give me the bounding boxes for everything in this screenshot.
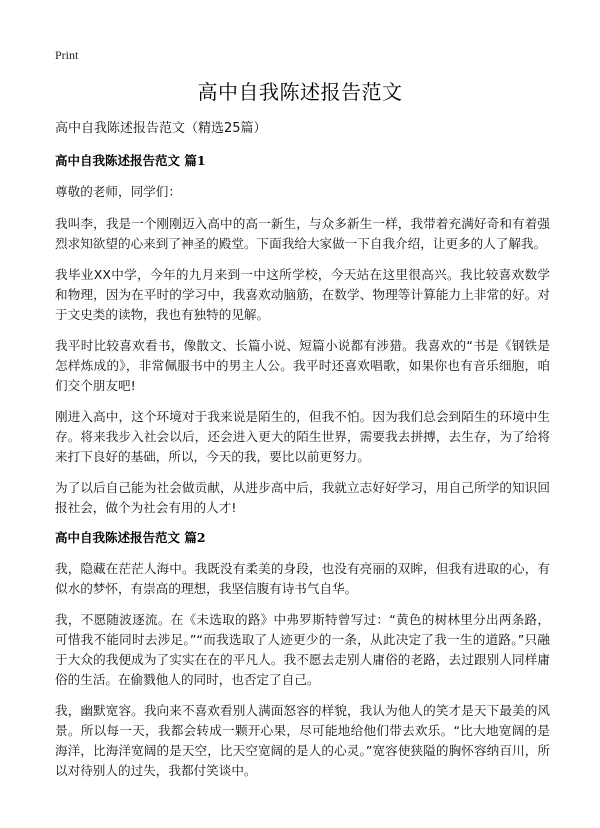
document-body — [55, 120, 550, 792]
paragraph: 我，不愿随波逐流。在《未选取的路》中弗罗斯特曾写过：“黄色的树林里分出两条路，可惜我不能同时去涉足。”“而我选取了人迹更少的一条，从此决定了我一生的道路。”只融于大众的我便成为了实实在在的平凡人。我不愿去走别人庸俗的老路，去过跟别人同样庸俗的生活。在偷戮他人的同时，也否定了自己。 — [55, 612, 550, 687]
page-title: 高中自我陈述报告范文 — [197, 80, 403, 104]
paragraph: 尊敬的老师，同学们： — [55, 184, 181, 199]
document-subtitle: 高中自我陈述报告范文（精选25篇） — [55, 121, 267, 136]
section-heading: 高中自我陈述报告范文 篇2 — [55, 530, 206, 545]
section-2 — [55, 529, 550, 781]
paragraph: 我叫李，我是一个刚刚迈入高中的高一新生，与众多新生一样，我带着充满好奇和有着强烈求知欲望的心来到了神圣的殿堂。下面我给大家做一下自我介绍，让更多的人了解我。 — [55, 216, 550, 251]
paragraph: 刚进入高中，这个环境对于我来说是陌生的，但我不怕。因为我们总会到陌生的环境中生存。将来我步入社会以后，还会进入更大的陌生世界，需要我去拼搏，去生存，为了给将来打下良好的基础，所以，今天的我，要比以前更努力。 — [55, 409, 550, 464]
section-1 — [55, 152, 550, 518]
paragraph: 我，隐藏在茫茫人海中。我既没有柔美的身段，也没有亮丽的双眸，但我有进取的心，有似水的梦怀，有崇高的理想，我坚信腹有诗书气自华。 — [55, 561, 550, 596]
print-link[interactable]: Print — [55, 48, 79, 62]
paragraph: 我，幽默宽容。我向来不喜欢看别人满面怒容的样貌，我认为他人的笑才是天下最美的风景。所以每一天，我都会转成一颗开心果，尽可能地给他们带去欢乐。“比大地宽阔的是海洋，比海洋宽阔的是天空，比天空宽阔的是人的心灵。”宽容使狭隘的胸怀容纳百川，所以对待别人的过失，我都付笑谈中。 — [55, 703, 550, 778]
paragraph: 我平时比较喜欢看书，像散文、长篇小说、短篇小说都有涉猎。我喜欢的“书是《钢铁是怎样炼成的》，非常佩服书中的男主人公。我平时还喜欢唱歌，如果你也有音乐细胞，咱们交个朋友吧! — [55, 338, 550, 393]
section-heading: 高中自我陈述报告范文 篇1 — [55, 153, 206, 168]
paragraph: 我毕业XX中学，今年的九月来到一中这所学校，今天站在这里很高兴。我比较喜欢数学和物理，因为在平时的学习中，我喜欢动脑筋，在数学、物理等计算能力上非常的好。对于文史类的读物，我也有独特的见解。 — [55, 267, 550, 322]
paragraph: 为了以后自己能为社会做贡献，从进步高中后，我就立志好好学习，用自己所学的知识回报社会，做个为社会有用的人才! — [55, 480, 550, 515]
